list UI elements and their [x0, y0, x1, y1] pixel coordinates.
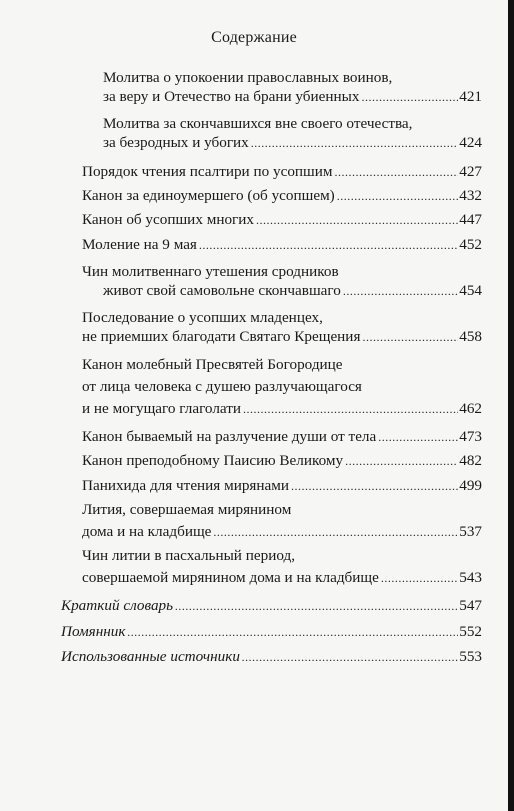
toc-entry-text: Порядок чтения псалтири по усопшим [82, 163, 333, 180]
toc-entry-text: Канон преподобному Паисию Великому [82, 452, 344, 469]
leader-dots [199, 236, 458, 255]
leader-dots [335, 163, 459, 182]
toc-page-number: 424 [459, 134, 482, 151]
toc-entry-text: Канон бываемый на разлучение души от тела [82, 428, 377, 445]
leader-dots [243, 400, 458, 419]
toc-page-number: 452 [459, 236, 482, 253]
toc-entry-text: Чин молитвеннаго утешения сродников [82, 263, 339, 280]
leader-dots [337, 187, 458, 206]
toc-entry-text: за веру и Отечество на брани убиенных [103, 88, 360, 105]
toc-entry-text: Канон молебный Пресвятей Богородице [82, 356, 343, 373]
leader-dots [378, 428, 458, 447]
toc-entry [82, 500, 482, 542]
toc-entry-text: Чин литии в пасхальный период, [82, 547, 295, 564]
toc-entry [82, 235, 482, 255]
leader-dots [242, 648, 458, 667]
toc-entry [82, 162, 482, 182]
toc-page-number: 547 [459, 597, 482, 614]
toc-page-number: 427 [459, 163, 482, 180]
leader-dots [345, 452, 458, 471]
toc-page-number: 454 [459, 282, 482, 299]
toc-entry-text: Лития, совершаемая мирянином [82, 501, 292, 518]
toc-entry-text: совершаемой мирянином дома и на кладбище [82, 569, 379, 586]
toc-entry-text: Краткий словарь [61, 597, 174, 614]
toc-entry [82, 476, 482, 496]
toc-entry [103, 68, 482, 107]
toc-entry-text: от лица человека с душею разлучающагося [82, 378, 362, 395]
toc-entry [82, 210, 482, 230]
toc-entry [82, 427, 482, 447]
toc-entry [61, 596, 482, 616]
toc-page-number: 552 [459, 623, 482, 640]
page-title: Содержание [211, 29, 297, 46]
toc-entry [82, 451, 482, 471]
toc-page-number: 473 [459, 428, 482, 445]
leader-dots [291, 477, 458, 496]
leader-dots [256, 211, 458, 230]
leader-dots [343, 282, 458, 301]
toc-page-number: 543 [459, 569, 482, 586]
leader-dots [213, 523, 458, 542]
toc-page-number: 447 [459, 211, 482, 228]
toc-entry-text: Моление на 9 мая [82, 236, 197, 253]
leader-dots [175, 597, 458, 616]
toc-entry-text: за безродных и убогих [103, 134, 249, 151]
toc-entry [82, 262, 482, 301]
toc-entry-text: не приемших благодати Святаго Крещения [82, 328, 361, 345]
toc-entry-text: Использованные источники [61, 648, 240, 665]
toc-entry [82, 186, 482, 206]
toc-entry-text: Панихида для чтения мирянами [82, 477, 290, 494]
toc-page-number: 421 [459, 88, 482, 105]
leader-dots [362, 328, 458, 347]
toc-entry-text: живот свой самовольне скончавшаго [103, 282, 341, 299]
toc-entry [61, 647, 482, 667]
toc-entry-text: Помянник [61, 623, 126, 640]
leader-dots [381, 569, 458, 588]
leader-dots [251, 134, 458, 153]
toc-entry [82, 355, 482, 419]
toc-entry [82, 308, 482, 347]
leader-dots [361, 88, 458, 107]
toc-page-number: 537 [459, 523, 482, 540]
toc-page-number: 458 [459, 328, 482, 345]
toc-entry-text: Канон об усопших многих [82, 211, 254, 228]
leader-dots [128, 623, 459, 642]
toc-entry [82, 546, 482, 588]
toc-entry-text: Молитва за скончавшихся вне своего отечества, [103, 115, 413, 132]
toc-page-number: 499 [459, 477, 482, 494]
toc-page-number: 432 [459, 187, 482, 204]
toc-entry-text: Последование о усопших младенцех, [82, 309, 323, 326]
toc-page-number: 462 [459, 400, 482, 417]
page-edge-shadow [508, 0, 514, 811]
toc-entry-text: Молитва о упокоении православных воинов, [103, 69, 393, 86]
toc-entry-text: и не могущаго глаголати [82, 400, 242, 417]
toc-entry-text: дома и на кладбище [82, 523, 212, 540]
toc-entry [61, 622, 482, 642]
toc-page-number: 482 [459, 452, 482, 469]
toc-entry-text: Канон за единоумершего (об усопшем) [82, 187, 335, 204]
toc-entry [103, 114, 482, 153]
toc-page-number: 553 [459, 648, 482, 665]
